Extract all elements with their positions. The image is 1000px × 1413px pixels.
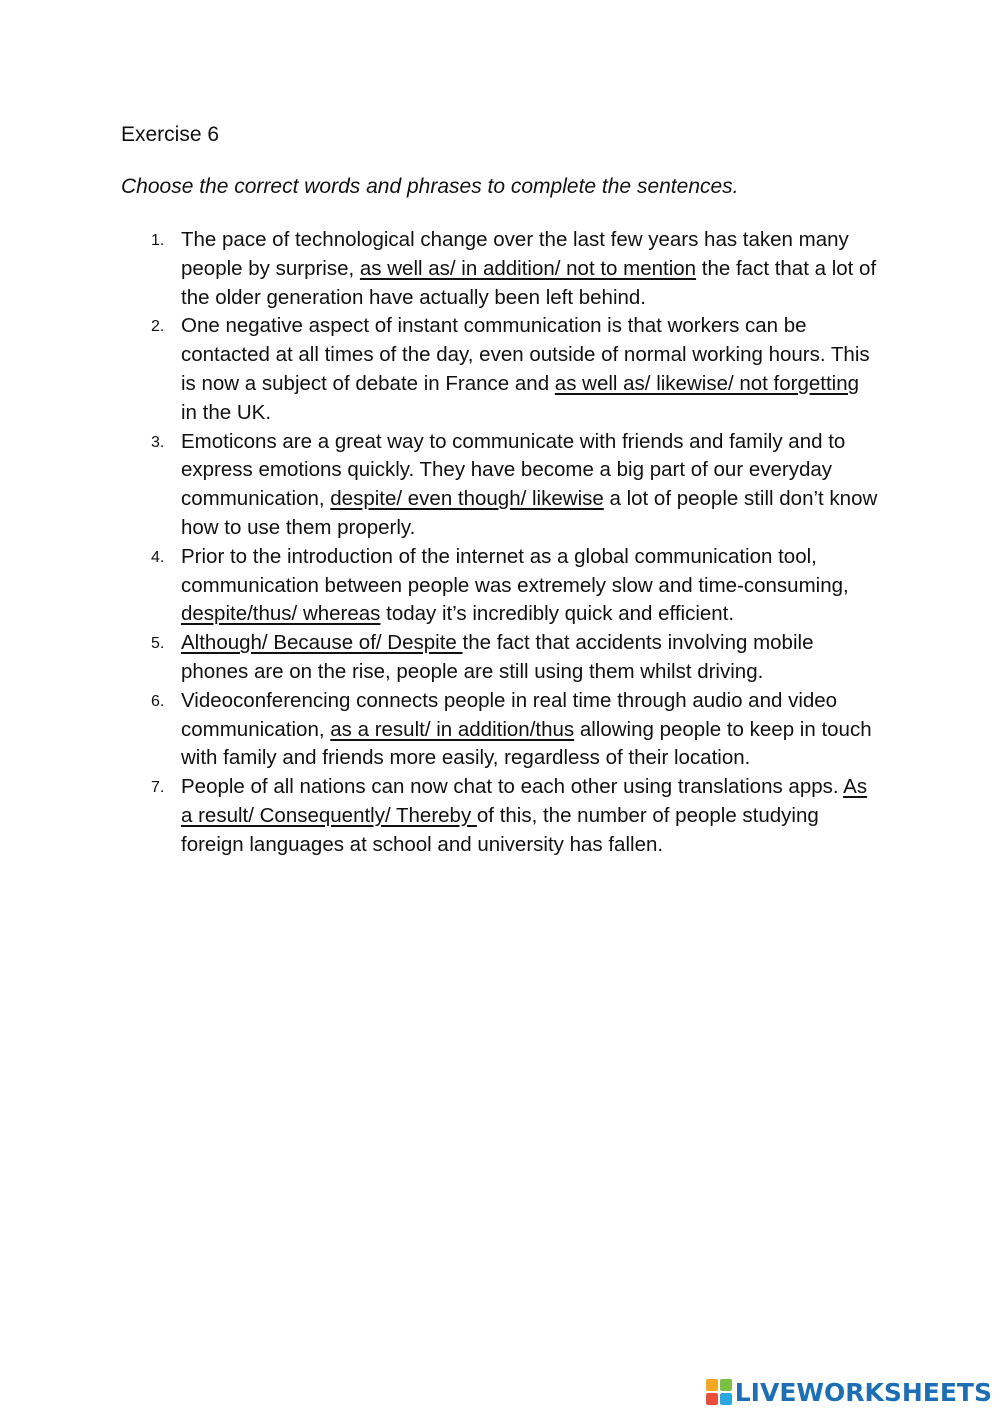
question-item xyxy=(145,773,880,859)
question-text-after: today it’s incredibly quick and efficient. xyxy=(380,602,735,626)
question-text-after: of this, the number of people studying foreign languages at school and university has fallen. xyxy=(181,803,819,856)
question-number: 2. xyxy=(151,318,165,336)
question-number: 5. xyxy=(151,635,165,653)
brand-text: LIVEWORKSHEETS xyxy=(734,1377,992,1407)
question-number: 1. xyxy=(151,232,165,249)
answer-options[interactable]: as well as/ likewise/ not forgetting xyxy=(554,371,860,395)
page-title: Exercise 6 xyxy=(121,123,220,146)
answer-options[interactable]: despite/thus/ whereas xyxy=(181,602,381,626)
question-item xyxy=(145,629,880,687)
question-number: 3. xyxy=(151,433,165,451)
logo-tile xyxy=(720,1379,732,1391)
logo-tile xyxy=(706,1393,718,1405)
question-list xyxy=(145,226,880,860)
question-text-before: Emoticons are a great way to communicate with friends and family and to express emotions quickly. They have become a big part of our everyday communication, xyxy=(181,429,846,511)
question-number: 7. xyxy=(151,779,165,797)
logo-tile xyxy=(720,1393,732,1405)
question-text-before: The pace of technological change over the last few years has taken many people by surprise, xyxy=(181,228,849,280)
question-item xyxy=(145,543,880,629)
liveworksheets-logo-icon xyxy=(706,1379,732,1405)
question-text-after: a lot of people still don’t know how to use them properly. xyxy=(181,487,878,539)
question-item xyxy=(145,312,880,427)
question-item xyxy=(145,687,880,773)
liveworksheets-brand[interactable] xyxy=(706,1377,992,1407)
question-text-after: allowing people to keep in touch with family and friends more easily, regardless of their location. xyxy=(181,717,872,770)
question-text-before: Prior to the introduction of the internet as a global communication tool, communication between people was extremely slow and time-consuming, xyxy=(181,544,849,597)
logo-tile xyxy=(706,1379,718,1391)
question-text-before: People of all nations can now chat to each other using translations apps. xyxy=(181,775,844,799)
question-text-before: Videoconferencing connects people in real time through audio and video communication, xyxy=(181,688,838,741)
question-text-after: in the UK. xyxy=(181,400,272,424)
question-text-before: One negative aspect of instant communication is that workers can be contacted at all times of the day, even outside of normal working hours. This is now a subject of debate in France and xyxy=(181,314,870,395)
answer-options[interactable]: Although/ Because of/ Despite xyxy=(181,631,463,655)
question-item xyxy=(145,428,880,543)
answer-options[interactable]: as a result/ in addition/thus xyxy=(330,717,575,741)
question-number: 6. xyxy=(151,692,165,710)
answer-options[interactable]: despite/ even though/ likewise xyxy=(330,487,604,511)
question-number: 4. xyxy=(151,548,165,566)
answer-options[interactable]: As a result/ Consequently/ Thereby xyxy=(181,775,868,827)
instructions: Choose the correct words and phrases to complete the sentences. xyxy=(121,175,739,198)
question-text-after: the fact that accidents involving mobile phones are on the rise, people are still using them whilst driving. xyxy=(181,631,814,683)
answer-options[interactable]: as well as/ in addition/ not to mention xyxy=(359,256,697,280)
question-text-after: the fact that a lot of the older generation have actually been left behind. xyxy=(181,256,877,309)
question-item xyxy=(145,226,880,312)
